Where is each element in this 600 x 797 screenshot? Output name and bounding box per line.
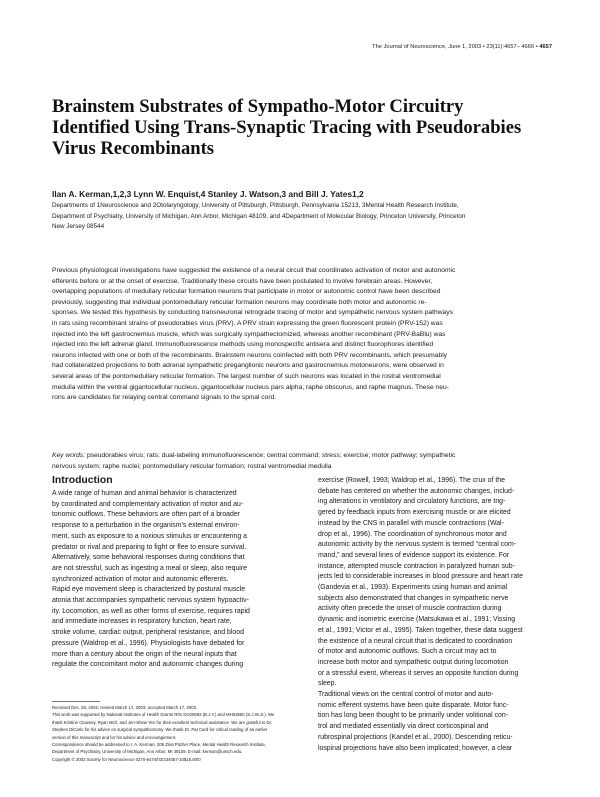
body-line: predator or rival and preparing to fight or flee to ensure survival. [52, 543, 247, 551]
article-title [52, 96, 552, 159]
author-list: Ilan A. Kerman,1,2,3 Lynn W. Enquist,4 Stanley J. Watson,3 and Bill J. Yates1,2 [52, 189, 364, 199]
body-line: dynamic and isometric exercise (Matsukawa et al., 1991; Vissing [318, 616, 516, 624]
abstract-line: injected into the left adrenal gland. Immunofluorescence methods using monospecific antisera and distinct fluorophores identified [52, 341, 434, 349]
abstract-line: overlapping populations of medullary reticular formation neurons that participate in motor or autonomic control have been described [52, 288, 441, 296]
abstract-line: had collateralized projections to both adrenal sympathetic preganglionic neurons and gastrocnemius motoneurons, were observed in [52, 362, 444, 370]
abstract-line: neurons infected with one or both of the recombinants. Brainstem neurons coinfected with both PRV recombinants, which presumably [52, 351, 448, 359]
footnotes [52, 704, 287, 763]
body-line: pressure (Waldrop et al., 1996). Physiologists have debated for [52, 639, 245, 647]
body-line: tonomic outflows. These behaviors are often part of a broader [52, 511, 240, 519]
abstract-line: sponses. We tested this hypothesis by conducting transneuronal retrograde tracing of motor and sympathetic nervous system pathways [52, 309, 453, 317]
body-line: Rapid eye movement sleep is characterized by postural muscle [52, 586, 246, 594]
abstract-line: medulla within the ventral gigantocellular nucleus, gigantocellular nucleus pars alpha, raphe obscurus, and raphe magnus. These neu- [52, 383, 449, 391]
title-line: Brainstem Substrates of Sympatho-Motor Circuitry [52, 96, 464, 117]
affiliations [52, 201, 557, 233]
body-line: activity often precede the onset of muscle contraction during [318, 605, 502, 613]
body-line: instance, attempted muscle contraction in paralyzed human sub- [318, 562, 515, 570]
body-line: gered by feedback inputs from exercising muscle or are elicited [318, 509, 511, 517]
body-line: trol and mediated essentially via direct corticospinal and [318, 723, 489, 731]
affiliation-line: Department of Psychiatry, University of Michigan, Ann Arbor, Michigan 48109, and 4Department of Molecular Biology, Princeton University, Princeton [52, 212, 466, 220]
abstract [52, 266, 550, 404]
footnote-line: Stephen DiCarlo for his advice on surgical sympathectomy. We thank Dr. Pat Card for critical reading of an earlier [52, 727, 268, 733]
page-number: 4657 [539, 44, 552, 50]
footnote-line: version of this manuscript and for his advice and encouragement. [52, 734, 177, 740]
body-line: ity. Locomotion, as well as other forms of exercise, requires rapid [52, 607, 250, 615]
body-line: response to a perturbation in the organism’s external environ- [52, 522, 240, 530]
body-line: synchronized activation of motor and autonomic efferents. [52, 575, 229, 583]
body-line: jects led to considerable increases in blood pressure and heart rate [318, 573, 523, 581]
footnote-line: Copyright © 2003 Society for Neuroscience 0270-6474/03/234657-10$15.00/0 [52, 756, 201, 762]
body-line: are not stressful, such as ingesting a meal or sleep, also require [52, 564, 247, 572]
body-line: rubrospinal projections (Kandel et al., 2000). Descending reticu- [318, 733, 513, 741]
body-line: ment, such as exposure to a noxious stimulus or encountering a [52, 532, 247, 540]
body-line: more than a century about the origin of the neural inputs that [52, 650, 237, 658]
footnote-line: This work was supported by National Institutes of Health Grants R01 DC00693 (B.J.Y.) and MH53550 (S.J.W.Jr.). We [52, 712, 275, 718]
abstract-line: several areas of the pontomedullary reticular formation. The largest number of such neurons was located in the rostral ventromedial [52, 372, 441, 380]
abstract-line: rons are candidates for relaying central command signals to the spinal cord. [52, 394, 277, 402]
body-line: Alternatively, some behavioral responses during conditions that [52, 554, 245, 562]
body-line: A wide range of human and animal behavior is characterized [52, 490, 237, 497]
body-line: instead by the CNS in parallel with muscle contractions (Wal- [318, 519, 504, 527]
body-line: Traditional views on the central control of motor and auto- [318, 691, 494, 699]
footnote-divider [52, 701, 100, 702]
affiliation-line: New Jersey 08544 [52, 223, 105, 230]
footnote-line: Department of Psychiatry, University of Michigan, Ann Arbor, MI 48109. E-mail: kerman@umich.edu. [52, 749, 243, 755]
intro-right-column [318, 476, 550, 754]
footnote-line: Received Dec. 26, 2002; revised March 17, 2003; accepted March 17, 2003. [52, 705, 198, 710]
keywords-line: nervous system; raphe nuclei; pontomedullary reticular formation; rostral ventromedial medulla [52, 462, 332, 470]
body-line: lospinal projections have also been implicated; however, a clear [318, 744, 513, 752]
body-line: et al., 1991; Victor et al., 1995). Taken together, these data suggest [318, 626, 523, 634]
body-line: stroke volume, cardiac output, peripheral resistance, and blood [52, 629, 244, 637]
body-line: debate has centered on whether the autonomic changes, includ- [318, 487, 515, 495]
body-line: sleep. [318, 680, 337, 688]
keywords-text: pseudorabies virus; rats; dual-labeling immunofluorescence; central command; stress; exercise; motor pathway; sympathetic [85, 452, 456, 459]
journal-citation: The Journal of Neuroscience, June 1, 2003 • 23(11):4657– 4666 • [372, 44, 540, 50]
body-line: autonomic activity by the nervous system is termed “central com- [318, 541, 516, 549]
abstract-line: injected into the left gastrocnemius muscle, which was surgically sympathectomized, whereas another recombinant (PRV-BaBlu) was [52, 330, 446, 338]
body-line: tion has long been thought to be primarily under volitional con- [318, 712, 508, 720]
introduction-heading: Introduction [52, 475, 113, 486]
affiliation-line: Departments of 1Neuroscience and 2Otolaryngology, University of Pittsburgh, Pittsburgh, Pennsylvania 15213, 3Mental Health Research Institute, [52, 202, 459, 209]
body-line: increase both motor and sympathetic output during locomotion [318, 658, 509, 666]
title-line: Virus Recombinants [52, 138, 215, 159]
body-line: nomic efferent systems have been quite disparate. Motor func- [318, 701, 509, 709]
footnote-line: Correspondence should be addressed to I. A. Kerman, 205 Zina Pitcher Place, Mental Health Research Institute, [52, 742, 267, 748]
body-line: by coordinated and complementary activation of motor and au- [52, 500, 244, 508]
abstract-line: in rats using recombinant strains of pseudorabies virus (PRV). A PRV strain expressing the green fluorescent protein (PRV-152) was [52, 319, 443, 327]
body-line: subjects also demonstrated that changes in sympathetic nerve [318, 594, 509, 602]
intro-left-column [52, 489, 284, 671]
body-line: drop et al., 1996). The coordination of synchronous motor and [318, 530, 507, 538]
abstract-line: previously, suggesting that individual pontomedullary reticular formation neurons may coordinate both motor and autonomic re- [52, 298, 427, 306]
body-line: of motor and autonomic outflows. Such a circuit may act to [318, 648, 497, 656]
abstract-line: efferents before or at the onset of exercise. Traditionally these circuits have been postulated to involve forebrain areas. However, [52, 277, 433, 285]
body-line: regulate the concomitant motor and autonomic changes during [52, 661, 244, 669]
body-line: ing alterations in ventilatory and circulatory functions, are trig- [318, 498, 506, 506]
body-line: mand,” and several lines of evidence support its existence. For [318, 551, 510, 559]
body-line: exercise (Rowell, 1993; Waldrop et al., 1996). The crux of the [318, 477, 505, 484]
body-line: atonia that accompanies sympathetic nervous system hypoactiv- [52, 597, 249, 605]
abstract-line: Previous physiological investigations have suggested the existence of a neural circuit that coordinates activation of motor and autonomic [52, 267, 456, 274]
body-line: (Gandevia et al., 1993). Experiments using human and animal [318, 584, 508, 592]
title-line: Identified Using Trans-Synaptic Tracing with Pseudorabies [52, 117, 522, 138]
running-head [372, 44, 552, 50]
body-line: the existence of a neural circuit that is dedicated to coordination [318, 637, 513, 645]
body-line: or a stressful event, whereas it serves an opposite function during [318, 669, 519, 677]
body-line: and immediate increases in respiratory function, heart rate, [52, 618, 232, 626]
keywords-line [52, 451, 550, 462]
keywords [52, 451, 550, 472]
footnote-line: thank Kristine Clowney, Ryan Mrzl, and Jen-Shew Yen for their excellent technical assistance. We are grateful to Dr. [52, 719, 273, 725]
keywords-label: Key words: [52, 452, 86, 459]
